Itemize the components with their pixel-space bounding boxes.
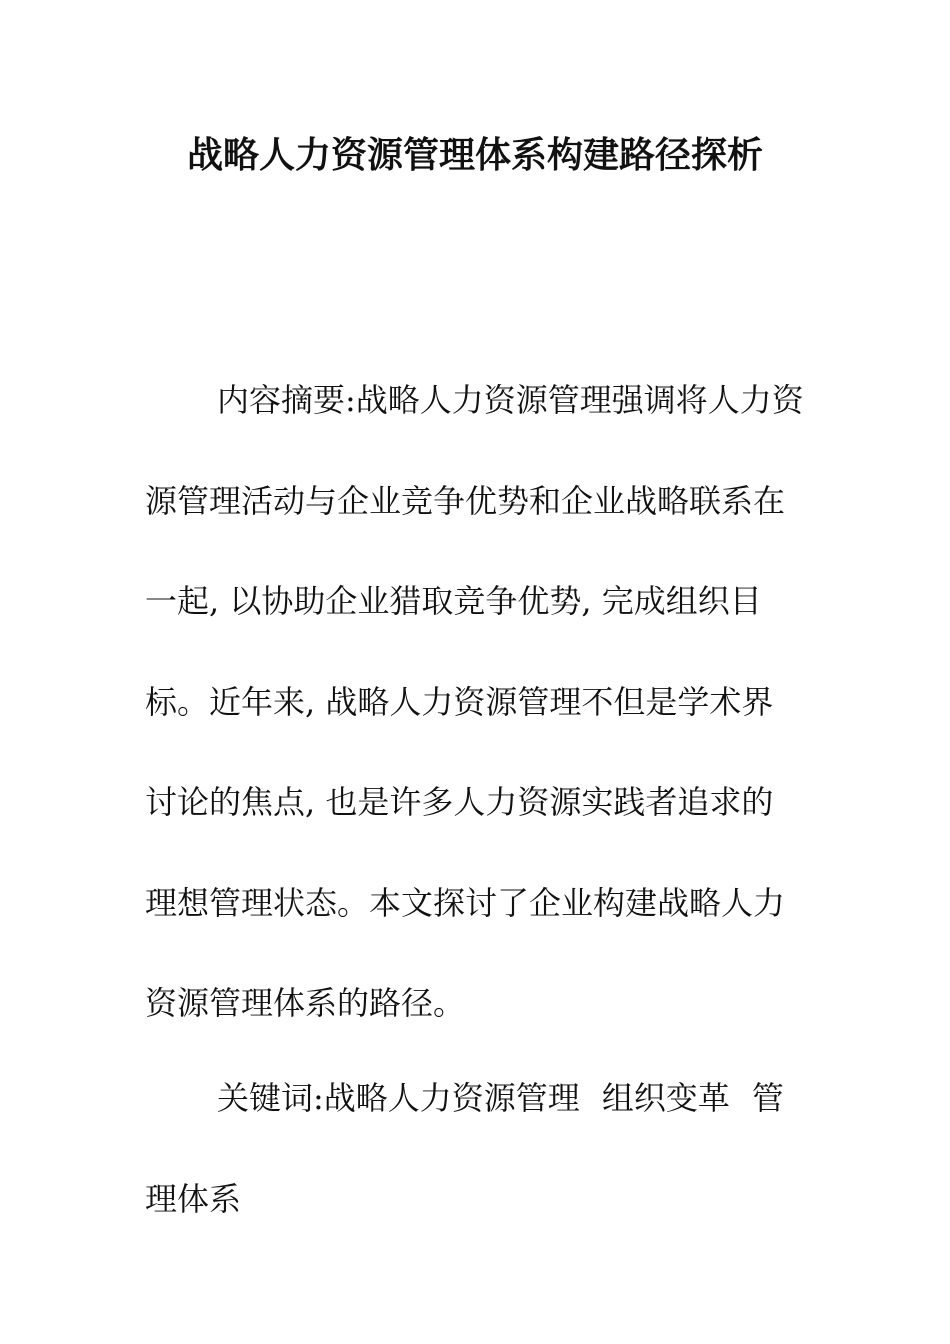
abstract-label: 内容摘要: bbox=[217, 381, 356, 419]
keywords-paragraph bbox=[145, 1048, 805, 1249]
keyword-item: 组织变革 bbox=[601, 1079, 730, 1117]
document-title: 战略人力资源管理体系构建路径探析 bbox=[186, 135, 763, 176]
abstract-paragraph bbox=[145, 350, 805, 1054]
keywords-label: 关键词: bbox=[217, 1079, 324, 1117]
keyword-item: 战略人力资源管理 bbox=[323, 1079, 580, 1117]
keyword-item: 管理体系 bbox=[145, 1079, 784, 1218]
abstract-text: 战略人力资源管理强调将人力资源管理活动与企业竞争优势和企业战略联系在一起, 以协助企业猎取竞争优势, 完成组织目标。近年来, 战略人力资源管理不但是学术界讨论的焦点, 也是许多人力资源实践者追求的理想管理状态。本文探讨了企业构建战略人力资源管理体系的路径。 bbox=[145, 381, 804, 1022]
